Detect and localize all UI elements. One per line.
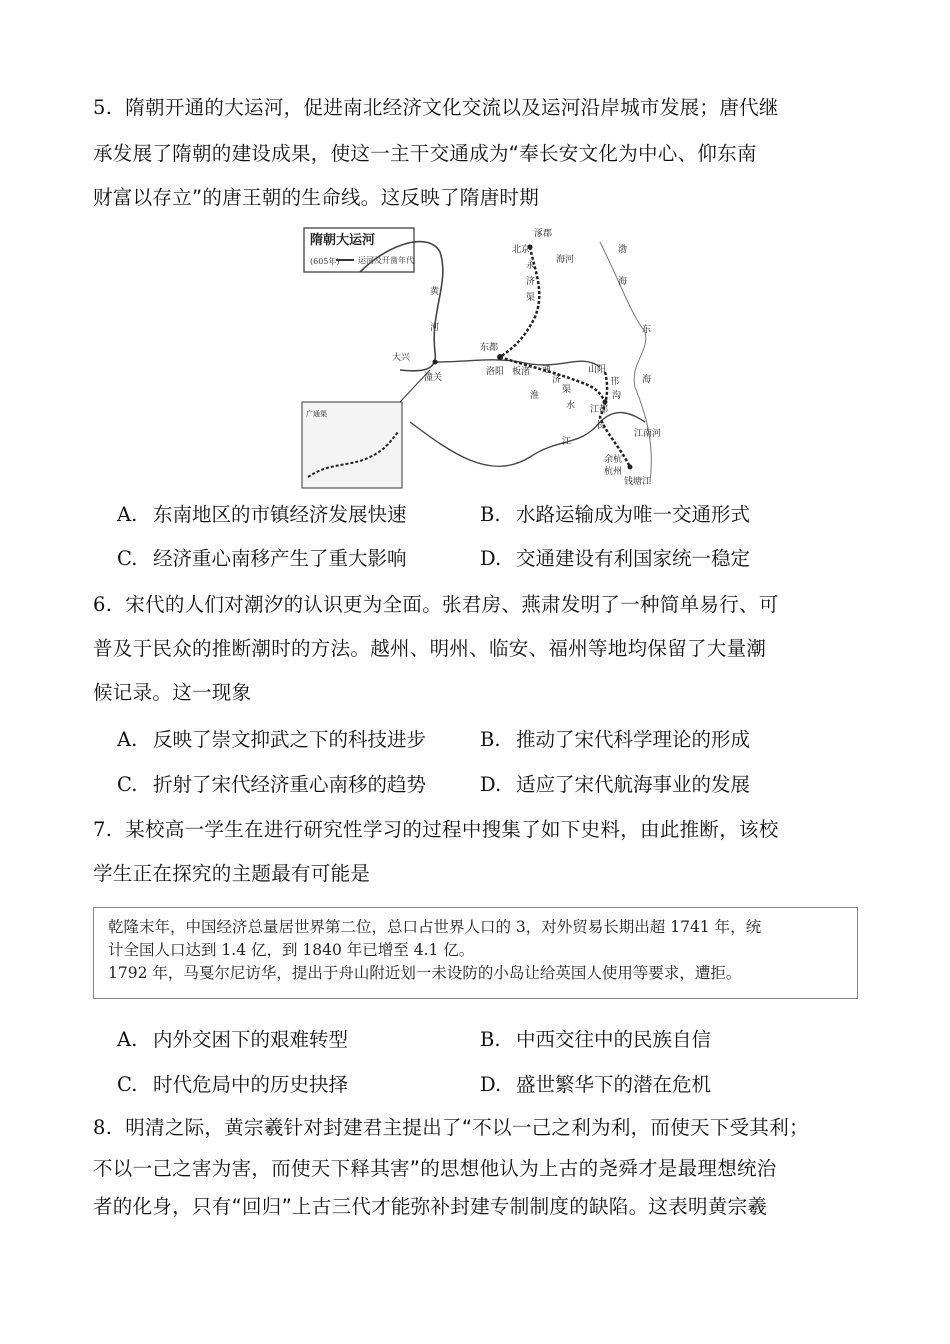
option-text: 时代危局中的历史抉择 xyxy=(153,1073,349,1096)
q7-option-d[interactable] xyxy=(480,1070,711,1100)
grand-canal-map xyxy=(300,222,660,490)
option-text: 中西交往中的民族自信 xyxy=(516,1028,712,1051)
q6-number: 6. xyxy=(93,593,113,616)
svg-text:渠: 渠 xyxy=(562,385,572,395)
q8-line-2: 不以一己之害为害，而使天下释其害”的思想他认为上古的尧舜才是最理想统治 xyxy=(93,1157,777,1180)
svg-text:黄: 黄 xyxy=(430,287,440,297)
svg-text:渤: 渤 xyxy=(618,245,628,255)
option-label: C. xyxy=(117,547,138,570)
q6-option-d[interactable] xyxy=(480,770,750,800)
option-text: 适应了宋代航海事业的发展 xyxy=(516,773,751,796)
option-label: D. xyxy=(480,773,502,796)
svg-text:板渚: 板渚 xyxy=(512,367,531,377)
option-label: A. xyxy=(117,1028,138,1051)
svg-text:通: 通 xyxy=(542,365,552,375)
q8-text-1: 明清之际，黄宗羲针对封建君主提出了“不以一己之利为利，而使天下受其利； xyxy=(125,1116,809,1139)
option-label: A. xyxy=(117,728,138,751)
svg-text:广通渠: 广通渠 xyxy=(306,410,327,418)
q7-option-a[interactable] xyxy=(117,1025,348,1055)
option-label: C. xyxy=(117,773,138,796)
q6-line-3: 候记录。这一现象 xyxy=(93,681,252,704)
option-text: 折射了宋代经济重心南移的趋势 xyxy=(153,773,427,796)
q8-line-1 xyxy=(93,1113,809,1143)
svg-text:东都: 东都 xyxy=(480,343,499,353)
q6-option-c[interactable] xyxy=(117,770,426,800)
svg-text:永: 永 xyxy=(526,261,536,271)
map-title: 隋朝大运河 xyxy=(310,233,376,248)
option-text: 反映了崇文抑武之下的科技进步 xyxy=(153,728,427,751)
option-label: B. xyxy=(480,728,501,751)
svg-text:江: 江 xyxy=(562,437,572,447)
svg-text:江都: 江都 xyxy=(590,405,609,415)
q8-number: 8. xyxy=(93,1116,113,1139)
q7-line-2: 学生正在探究的主题最有可能是 xyxy=(93,862,371,885)
svg-text:海: 海 xyxy=(642,375,652,385)
map-subtitle: 运河及开凿年代 xyxy=(358,256,414,265)
q5-text-1: 隋朝开通的大运河，促进南北经济文化交流以及运河沿岸城市发展；唐代继 xyxy=(125,96,779,119)
svg-text:钱塘江: 钱塘江 xyxy=(624,477,652,487)
option-label: C. xyxy=(117,1073,138,1096)
svg-text:余杭: 余杭 xyxy=(604,455,623,465)
svg-text:江南河: 江南河 xyxy=(634,429,660,439)
source-material-box xyxy=(93,907,858,999)
svg-text:河: 河 xyxy=(430,323,440,333)
option-label: D. xyxy=(480,1073,502,1096)
option-text: 交通建设有利国家统一稳定 xyxy=(516,547,751,570)
svg-text:山阳: 山阳 xyxy=(588,365,607,375)
map-figure xyxy=(300,222,660,490)
svg-text:济: 济 xyxy=(552,375,562,385)
q7-option-c[interactable] xyxy=(117,1070,348,1100)
q6-option-a[interactable] xyxy=(117,725,426,755)
option-text: 内外交困下的艰难转型 xyxy=(153,1028,349,1051)
q5-line-1 xyxy=(93,93,779,123)
option-label: D. xyxy=(480,547,502,570)
svg-text:东: 东 xyxy=(642,325,652,335)
svg-text:邗: 邗 xyxy=(610,377,620,387)
svg-text:淮: 淮 xyxy=(530,391,540,401)
q5-line-3: 财富以存立”的唐王朝的生命线。这反映了隋唐时期 xyxy=(93,186,540,209)
svg-text:北京: 北京 xyxy=(512,245,531,255)
q6-line-2: 普及于民众的推断潮时的方法。越州、明州、临安、福州等地均保留了大量潮 xyxy=(93,637,767,660)
svg-text:海: 海 xyxy=(618,277,628,287)
option-text: 盛世繁华下的潜在危机 xyxy=(516,1073,712,1096)
q5-option-c[interactable] xyxy=(117,544,407,574)
svg-text:涿郡: 涿郡 xyxy=(534,229,553,239)
q5-number: 5. xyxy=(93,96,113,119)
option-label: B. xyxy=(480,503,501,526)
option-text: 推动了宋代科学理论的形成 xyxy=(516,728,751,751)
source-line-2: 计全国人口达到 1.4 亿，到 1840 年已增至 4.1 亿。 xyxy=(108,941,475,959)
svg-text:济: 济 xyxy=(526,277,536,287)
option-text: 水路运输成为唯一交通形式 xyxy=(516,503,751,526)
option-text: 经济重心南移产生了重大影响 xyxy=(153,547,407,570)
option-text: 东南地区的市镇经济发展快速 xyxy=(153,503,407,526)
svg-text:大兴: 大兴 xyxy=(392,353,411,363)
q7-number: 7. xyxy=(93,818,113,841)
option-label: A. xyxy=(117,503,138,526)
svg-text:水: 水 xyxy=(566,401,576,411)
q8-line-3: 者的化身，只有“回归”上古三代才能弥补封建专制制度的缺陷。这表明黄宗羲 xyxy=(93,1195,768,1218)
svg-text:洛阳: 洛阳 xyxy=(486,367,505,377)
source-line-3: 1792 年，马戛尔尼访华，提出于舟山附近划一未设防的小岛让给英国人使用等要求，遭拒。 xyxy=(108,964,742,982)
source-line-1: 乾隆末年，中国经济总量居世界第二位，总口占世界人口的 3，对外贸易长期出超 1741 年，统 xyxy=(108,918,762,936)
q5-option-d[interactable] xyxy=(480,544,750,574)
svg-text:渠: 渠 xyxy=(526,293,536,303)
svg-text:杭州: 杭州 xyxy=(604,467,623,477)
q5-option-b[interactable] xyxy=(480,500,750,530)
q6-option-b[interactable] xyxy=(480,725,750,755)
q7-text-1: 某校高一学生在进行研究性学习的过程中搜集了如下史料，由此推断，该校 xyxy=(125,818,779,841)
svg-text:长: 长 xyxy=(596,421,606,431)
q5-option-a[interactable] xyxy=(117,500,407,530)
svg-text:海河: 海河 xyxy=(556,255,575,265)
q6-line-1 xyxy=(93,590,779,620)
q7-option-b[interactable] xyxy=(480,1025,711,1055)
svg-text:潼关: 潼关 xyxy=(424,373,443,383)
map-year: (605年) xyxy=(310,257,340,266)
q6-text-1: 宋代的人们对潮汐的认识更为全面。张君房、燕肃发明了一种简单易行、可 xyxy=(125,593,779,616)
svg-text:沟: 沟 xyxy=(612,391,622,401)
q7-line-1 xyxy=(93,815,779,845)
option-label: B. xyxy=(480,1028,501,1051)
q5-line-2: 承发展了隋朝的建设成果，使这一主干交通成为“奉长安文化为中心、仰东南 xyxy=(93,142,757,165)
